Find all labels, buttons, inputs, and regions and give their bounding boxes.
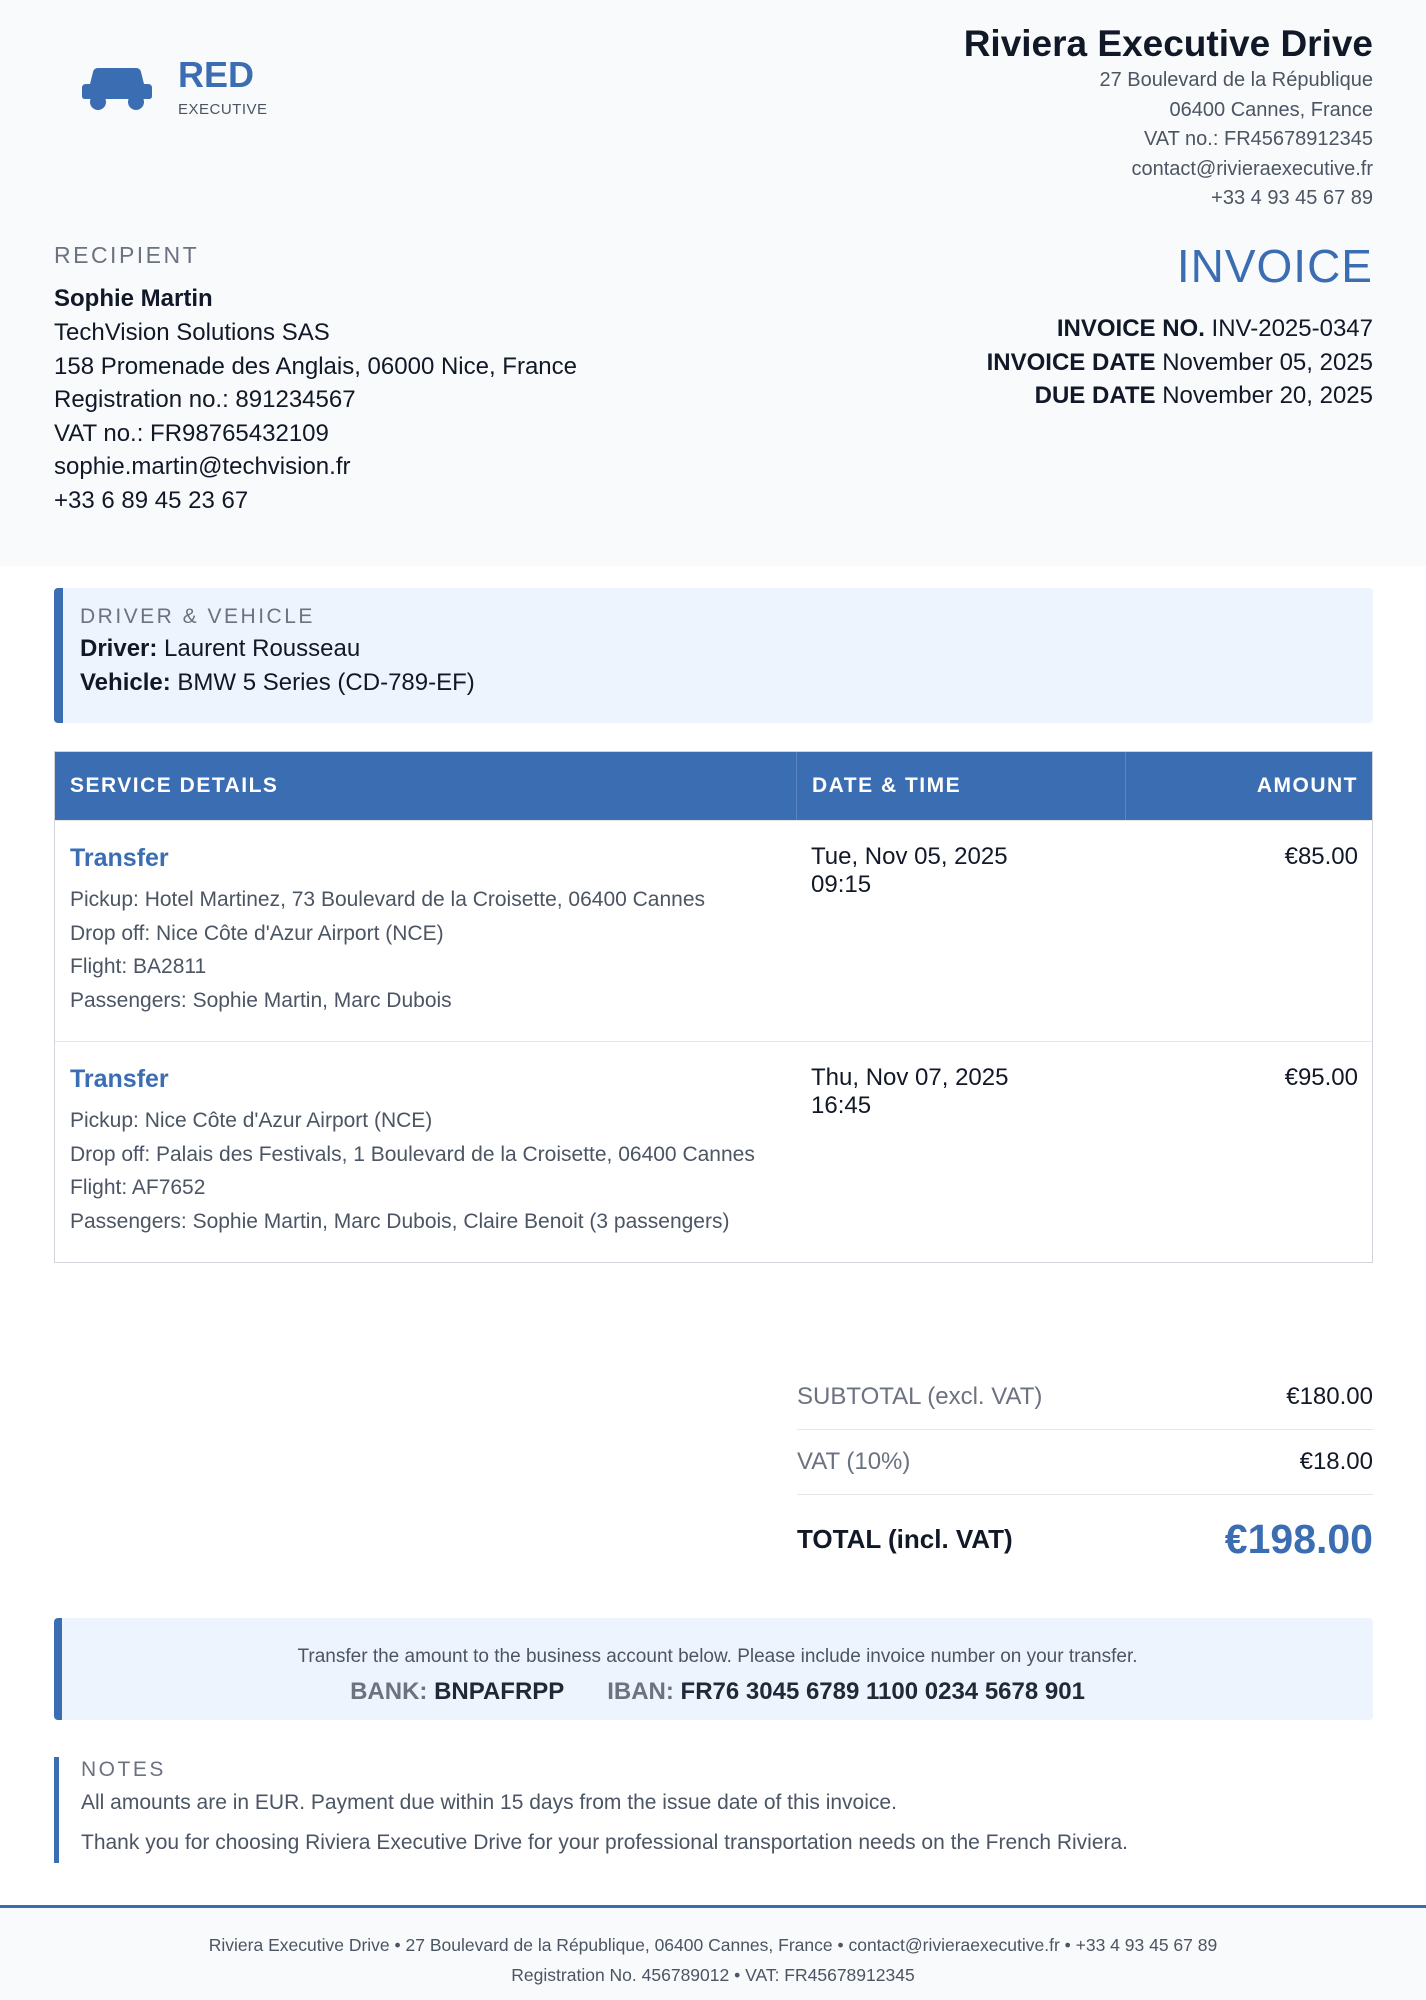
notes-block (54, 1757, 1373, 1863)
invoice-title: INVOICE (1176, 240, 1373, 292)
service-time: 09:15 (811, 871, 872, 898)
logo-sub-text: EXECUTIVE (178, 101, 268, 118)
recipient-label: RECIPIENT (54, 242, 200, 268)
company-email[interactable]: contact@rivieraexecutive.fr (1131, 157, 1373, 180)
recipient-email[interactable]: sophie.martin@techvision.fr (54, 453, 351, 480)
notes-line: Thank you for choosing Riviera Executive Drive for your professional transportation needs on the French Riviera. (81, 1831, 1129, 1854)
vehicle-row (80, 666, 1356, 700)
footer-registration-line: Registration No. 456789012 • VAT: FR45678912345 (511, 1965, 915, 1985)
company-logo (82, 55, 268, 118)
total-row (797, 1495, 1373, 1583)
subtotal-row (797, 1365, 1373, 1430)
vat-label: VAT (10%) (797, 1448, 911, 1475)
invoice-date-row (987, 346, 1373, 380)
driver-label: Driver: (80, 635, 158, 662)
totals-block (797, 1365, 1373, 1583)
company-address-line: 27 Boulevard de la République (1099, 69, 1373, 91)
recipient-registration: Registration no.: 891234567 (54, 386, 356, 413)
notes-line: All amounts are in EUR. Payment due within 15 days from the issue date of this invoice. (81, 1791, 897, 1814)
driver-vehicle-label: DRIVER & VEHICLE (80, 605, 315, 628)
invoice-date: November 05, 2025 (1162, 348, 1373, 376)
invoice-header (0, 0, 1426, 566)
service-dropoff: Drop off: Palais des Festivals, 1 Boulevard de la Croisette, 06400 Cannes (70, 1142, 755, 1166)
service-name: Transfer (70, 844, 169, 872)
service-flight: Flight: BA2811 (70, 955, 207, 978)
header-service: SERVICE DETAILS (70, 774, 279, 797)
driver-vehicle-box (54, 588, 1373, 723)
service-amount: €85.00 (1284, 843, 1358, 870)
company-name: Riviera Executive Drive (963, 23, 1373, 64)
bank-note: Transfer the amount to the business account below. Please include invoice number on your transfer. (297, 1646, 1138, 1667)
recipient-company: TechVision Solutions SAS (54, 319, 330, 346)
due-date-row (987, 379, 1373, 413)
due-date-label: DUE DATE (1034, 382, 1156, 409)
service-date: Thu, Nov 07, 2025 (811, 1064, 1009, 1091)
recipient-vat: VAT no.: FR98765432109 (54, 419, 329, 447)
vehicle-name: BMW 5 Series (CD-789-EF) (177, 668, 475, 696)
header-date: DATE & TIME (796, 752, 1125, 820)
notes-label: NOTES (81, 1758, 166, 1781)
recipient-name: Sophie Martin (54, 285, 213, 312)
driver-name: Laurent Rousseau (164, 635, 361, 662)
service-amount: €95.00 (1284, 1064, 1358, 1091)
iban-label: IBAN: (607, 1678, 674, 1705)
table-row (55, 820, 1372, 1041)
driver-row (80, 632, 1356, 666)
recipient-phone: +33 6 89 45 23 67 (54, 486, 249, 514)
table-header (55, 752, 1372, 820)
logo-main-text: RED (178, 54, 255, 95)
page-footer (0, 1905, 1426, 2000)
total-value: €198.00 (1224, 1515, 1373, 1562)
bank-code: BNPAFRPP (434, 1678, 564, 1705)
invoice-number-label: INVOICE NO. (1056, 315, 1205, 342)
company-city-line: 06400 Cannes, France (1169, 98, 1373, 121)
due-date: November 20, 2025 (1162, 382, 1373, 409)
footer-contact-line: Riviera Executive Drive • 27 Boulevard de la République, 06400 Cannes, France • contact@rivieraexecutive.fr • +33 4 93 45 67 89 (208, 1935, 1218, 1955)
recipient-address: 158 Promenade des Anglais, 06000 Nice, France (54, 352, 577, 380)
vat-value: €18.00 (1299, 1448, 1373, 1475)
car-icon (82, 56, 152, 118)
recipient-block (54, 240, 577, 517)
invoice-meta-block (987, 238, 1373, 413)
service-flight: Flight: AF7652 (70, 1176, 206, 1199)
bank-row (62, 1677, 1373, 1707)
company-vat: VAT no.: FR45678912345 (1143, 128, 1373, 150)
iban-value: FR76 3045 6789 1100 0234 5678 901 (680, 1678, 1085, 1705)
header-amount: AMOUNT (1125, 752, 1372, 820)
subtotal-label: SUBTOTAL (excl. VAT) (797, 1383, 1043, 1410)
bank-label: BANK: (350, 1678, 428, 1705)
service-passengers: Passengers: Sophie Martin, Marc Dubois, Claire Benoit (3 passengers) (70, 1209, 730, 1233)
service-date: Tue, Nov 05, 2025 (811, 843, 1008, 870)
service-pickup: Pickup: Nice Côte d'Azur Airport (NCE) (70, 1109, 433, 1132)
total-label: TOTAL (incl. VAT) (797, 1523, 1013, 1554)
table-row (55, 1041, 1372, 1262)
service-dropoff: Drop off: Nice Côte d'Azur Airport (NCE) (70, 921, 444, 945)
bank-details-box (54, 1618, 1373, 1720)
services-table (54, 751, 1373, 1263)
company-info (964, 22, 1373, 214)
service-time: 16:45 (811, 1092, 872, 1119)
invoice-date-label: INVOICE DATE (986, 348, 1156, 376)
invoice-number-row (987, 312, 1373, 346)
invoice-number: INV-2025-0347 (1211, 315, 1373, 342)
subtotal-value: €180.00 (1286, 1383, 1373, 1410)
service-pickup: Pickup: Hotel Martinez, 73 Boulevard de la Croisette, 06400 Cannes (70, 888, 706, 911)
vat-row (797, 1430, 1373, 1495)
vehicle-label: Vehicle: (80, 668, 171, 696)
service-passengers: Passengers: Sophie Martin, Marc Dubois (70, 988, 452, 1012)
company-phone: +33 4 93 45 67 89 (1211, 187, 1373, 209)
service-name: Transfer (70, 1065, 169, 1093)
